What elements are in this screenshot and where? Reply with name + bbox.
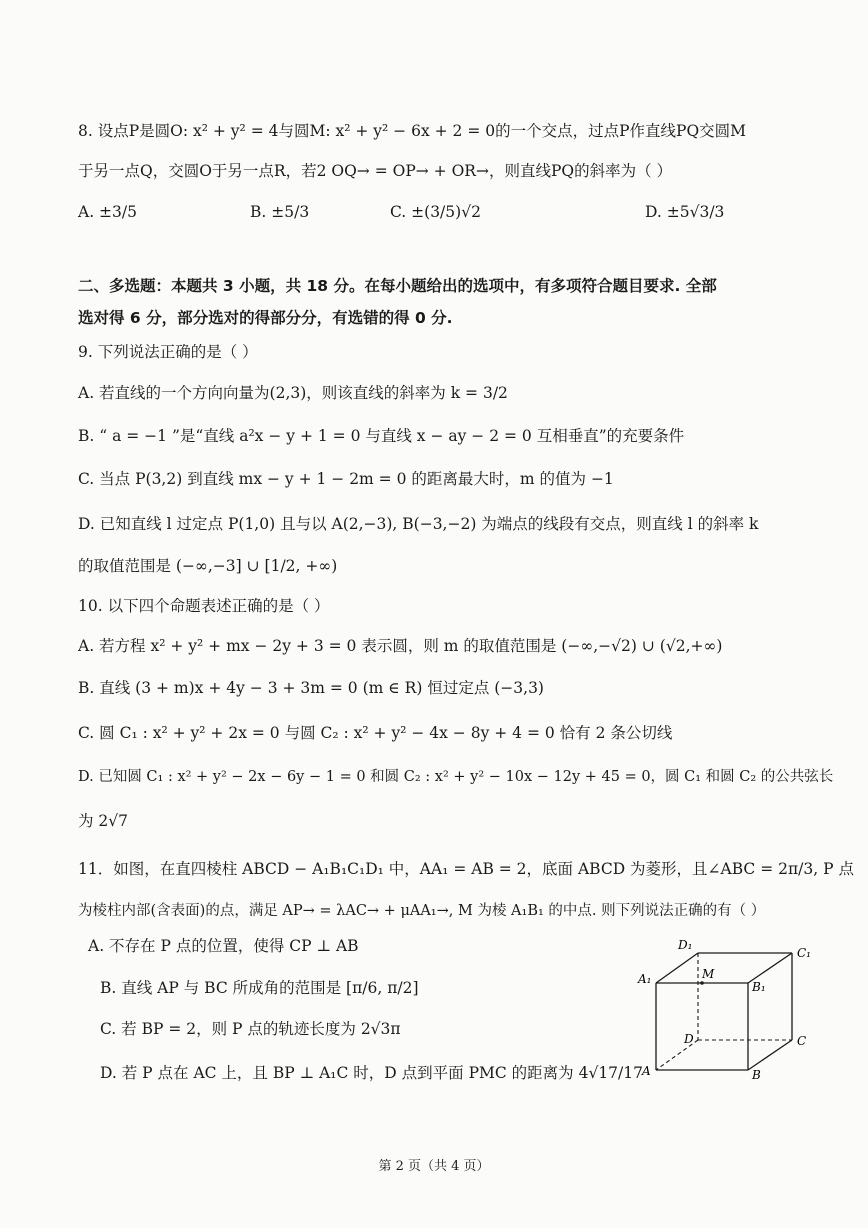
label-m: M	[702, 967, 715, 981]
q8-line1: 8. 设点P是圆O: x² + y² = 4与圆M: x² + y² − 6x + 2 = 0的一个交点，过点P作直线PQ交圆M	[78, 122, 747, 140]
q10-option-c: C. 圆 C₁ : x² + y² + 2x = 0 与圆 C₂ : x² + y² − 4x − 8y + 4 = 0 恰有 2 条公切线	[78, 724, 673, 742]
prism-diagram	[630, 935, 820, 1085]
q10-option-d-line1: D. 已知圆 C₁ : x² + y² − 2x − 6y − 1 = 0 和圆 C₂ : x² + y² − 10x − 12y + 45 = 0，圆 C₁ 和圆 C₂ 的公共弦长	[78, 769, 834, 785]
q9-option-d-line2: 的取值范围是 (−∞,−3] ∪ [1/2, +∞)	[78, 557, 338, 575]
q10-option-d-line2: 为 2√7	[78, 812, 129, 830]
q8-option-a: A. ±3/5	[78, 203, 137, 221]
q11-stem-line1: 11．如图，在直四棱柱 ABCD − A₁B₁C₁D₁ 中，AA₁ = AB = 2，底面 ABCD 为菱形，且∠ABC = 2π/3, P 点	[78, 860, 854, 878]
q10-option-b: B. 直线 (3 + m)x + 4y − 3 + 3m = 0 (m ∈ R) 恒过定点 (−3,3)	[78, 679, 544, 697]
q11-stem-line2: 为棱柱内部(含表面)的点，满足 AP→ = λAC→ + μAA₁→, M 为棱 A₁B₁ 的中点. 则下列说法正确的有（ ）	[78, 903, 766, 919]
label-d1: D₁	[678, 938, 693, 952]
q11-option-c: C. 若 BP = 2，则 P 点的轨迹长度为 2√3π	[100, 1020, 401, 1038]
q9-option-a: A. 若直线的一个方向向量为(2,3)，则该直线的斜率为 k = 3/2	[78, 384, 508, 402]
q9-option-c: C. 当点 P(3,2) 到直线 mx − y + 1 − 2m = 0 的距离最大时，m 的值为 −1	[78, 470, 614, 488]
q8-option-d: D. ±5√3/3	[645, 203, 725, 221]
q8-option-b: B. ±5/3	[250, 203, 310, 221]
point-m	[700, 981, 704, 985]
q8-line2: 于另一点Q，交圆O于另一点R，若2 OQ→ = OP→ + OR→，则直线PQ的斜率为（ ）	[78, 162, 673, 180]
q11-option-d: D. 若 P 点在 AC 上，且 BP ⊥ A₁C 时，D 点到平面 PMC 的距离为 4√17/17	[100, 1064, 643, 1082]
label-c1: C₁	[797, 946, 811, 960]
q8-option-c: C. ±(3/5)√2	[390, 203, 481, 221]
label-b: B	[752, 1068, 761, 1082]
q9-option-d-line1: D. 已知直线 l 过定点 P(1,0) 且与以 A(2,−3), B(−3,−2) 为端点的线段有交点，则直线 l 的斜率 k	[78, 515, 759, 533]
label-a: A	[642, 1064, 651, 1078]
label-c: C	[797, 1034, 807, 1048]
q10-stem: 10. 以下四个命题表述正确的是（ ）	[78, 597, 330, 615]
q9-stem: 9. 下列说法正确的是（ ）	[78, 343, 258, 361]
label-b1: B₁	[752, 980, 766, 994]
page-footer: 第 2 页（共 4 页）	[378, 1159, 490, 1174]
section2-header-line1: 二、多选题：本题共 3 小题，共 18 分。在每小题给出的选项中，有多项符合题目要求. 全部	[78, 277, 717, 295]
section2-header-line2: 选对得 6 分，部分选对的得部分分，有选错的得 0 分.	[78, 309, 453, 327]
q11-option-a: A. 不存在 P 点的位置，使得 CP ⊥ AB	[88, 937, 359, 955]
label-d: D	[684, 1032, 694, 1046]
q9-option-b: B. “ a = −1 ”是“直线 a²x − y + 1 = 0 与直线 x − ay − 2 = 0 互相垂直”的充要条件	[78, 427, 685, 445]
q11-option-b: B. 直线 AP 与 BC 所成角的范围是 [π/6, π/2]	[100, 979, 419, 997]
label-a1: A₁	[638, 972, 652, 986]
prism-figure	[630, 935, 820, 1085]
q10-option-a: A. 若方程 x² + y² + mx − 2y + 3 = 0 表示圆，则 m 的取值范围是 (−∞,−√2) ∪ (√2,+∞)	[78, 637, 723, 655]
